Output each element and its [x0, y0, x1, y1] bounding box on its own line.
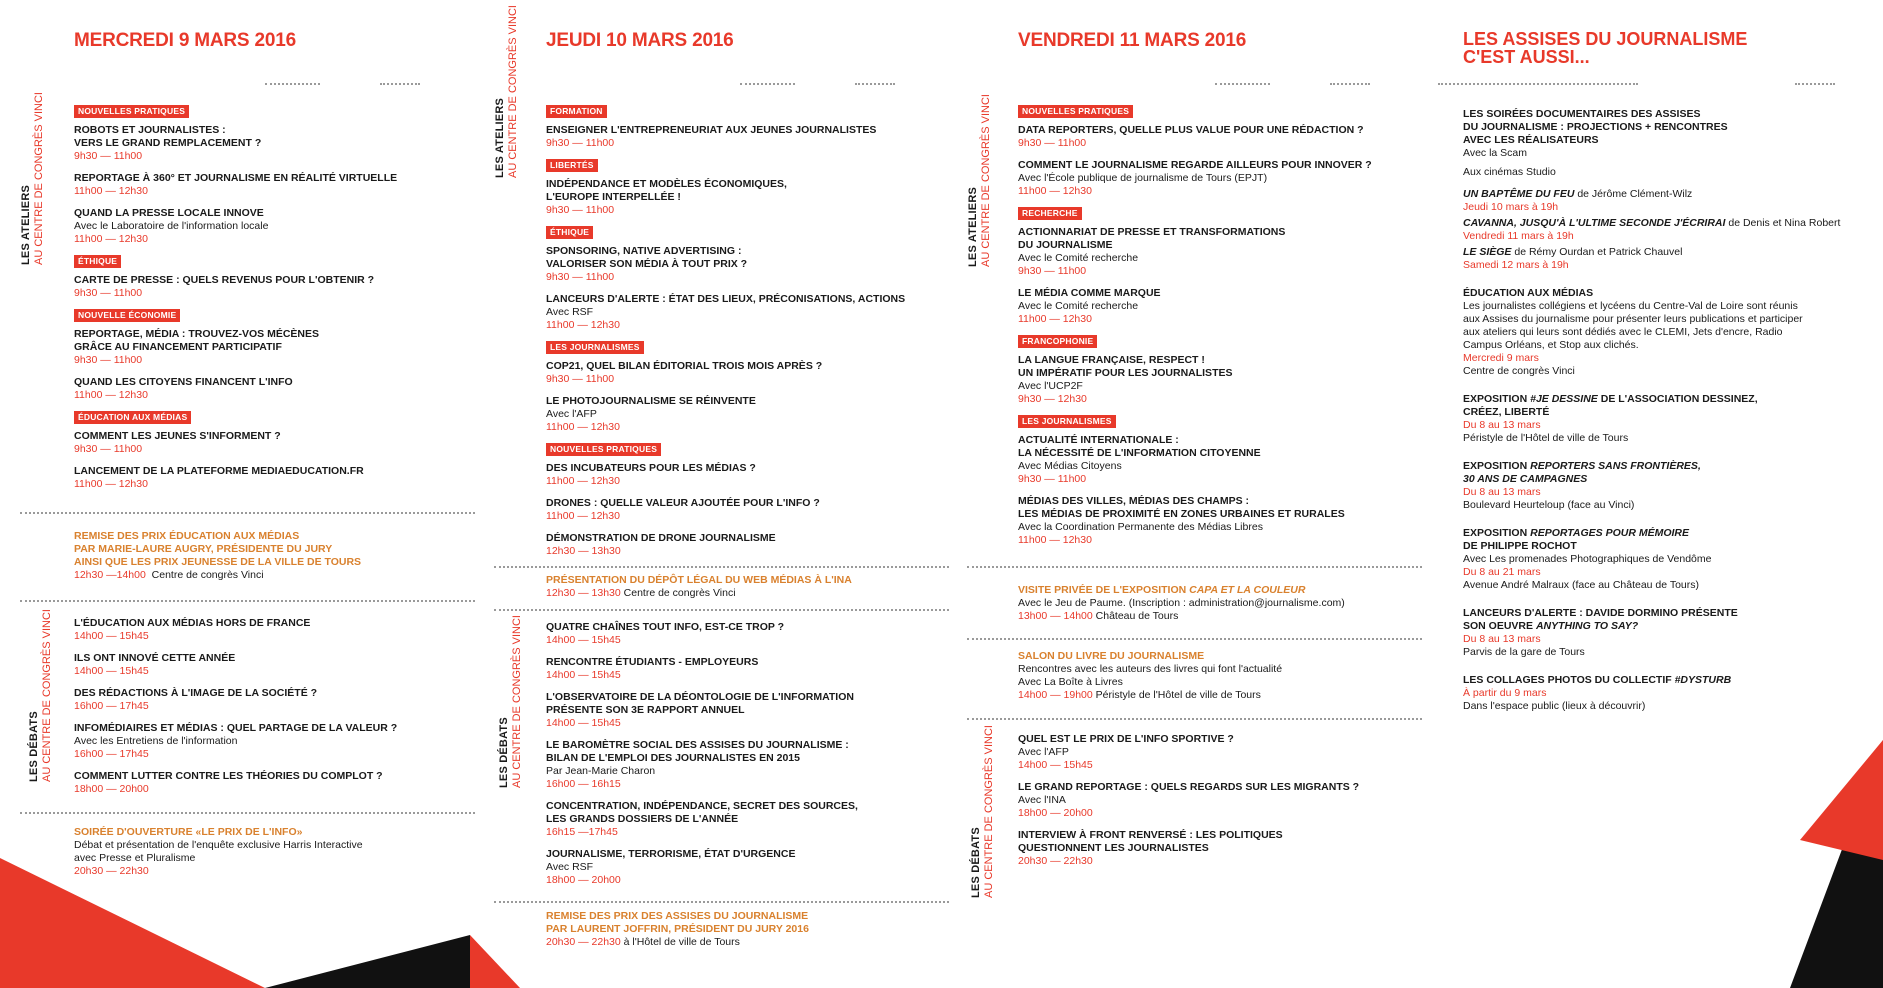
- event-item: [74, 687, 474, 713]
- film-item: [1463, 246, 1873, 272]
- event-item: [74, 124, 454, 163]
- event-title: COP21, QUEL BILAN ÉDITORIAL TROIS MOIS APRÈS ?: [546, 360, 823, 372]
- event-time: 11h00 — 12h30: [546, 319, 620, 331]
- film-line: [1463, 246, 1873, 259]
- event-title: REPORTAGE À 360° ET JOURNALISME EN RÉALITÉ VIRTUELLE: [74, 172, 398, 184]
- dotted-divider: [1330, 83, 1370, 85]
- event-title: L'OBSERVATOIRE DE LA DÉONTOLOGIE DE L'INFORMATION PRÉSENTE SON 3E RAPPORT ANNUEL: [546, 691, 854, 716]
- prix-education-block: [74, 530, 454, 582]
- visite-title-expo: CAPA ET LA COULEUR: [1189, 584, 1306, 596]
- prix-title: REMISE DES PRIX DES ASSISES DU JOURNALISME PAR LAURENT JOFFRIN, PRÉSIDENT DU JURY 2016: [546, 910, 809, 935]
- salon-partner: Avec La Boîte à Livres: [1018, 676, 1123, 688]
- event-item: [546, 497, 936, 523]
- category-tag: ÉTHIQUE: [546, 226, 593, 239]
- debats-label: [28, 609, 54, 782]
- event-time: 14h00 — 15h45: [546, 669, 621, 681]
- event-title: LE BAROMÈTRE SOCIAL DES ASSISES DU JOURNALISME : BILAN DE L'EMPLOI DES JOURNALISTES EN 2015: [546, 739, 849, 764]
- ateliers-label: [494, 5, 520, 178]
- soirees-venue: Aux cinémas Studio: [1463, 166, 1556, 178]
- debats-label: [970, 725, 996, 898]
- label-line: LES DÉBATS: [970, 827, 982, 898]
- title-line-2: C'EST AUSSI...: [1463, 47, 1590, 67]
- event-item: [1018, 495, 1418, 547]
- depot-time-place: [546, 587, 936, 600]
- event-title: QUATRE CHAÎNES TOUT INFO, EST-CE TROP ?: [546, 621, 785, 633]
- film-name: UN BAPTÊME DU FEU: [1463, 188, 1575, 200]
- event-time: 9h30 — 11h00: [74, 287, 143, 299]
- education-text: Les journalistes collégiens et lycéens du Centre-Val de Loire sont réunis aux Assises du journalisme pour présenter leurs publications et participer aux ateliers qui leurs sont dédiés avec le CLEMI, Jets d'encre, Radio Campus Orléans, et Stop aux clichés.: [1463, 300, 1803, 351]
- label-line: AU CENTRE DE CONGRÈS VINCI: [41, 609, 53, 782]
- event-title: INTERVIEW À FRONT RENVERSÉ : LES POLITIQUES QUESTIONNENT LES JOURNALISTES: [1018, 829, 1283, 854]
- category-tag: LES JOURNALISMES: [1018, 415, 1116, 428]
- prix-time-place: [546, 936, 946, 949]
- event-item: [74, 430, 454, 456]
- day-title: VENDREDI 11 MARS 2016: [1018, 30, 1247, 51]
- film-item: [1463, 217, 1873, 243]
- depot-title: PRÉSENTATION DU DÉPÔT LÉGAL DU WEB MÉDIAS À L'INA: [546, 574, 852, 586]
- event-title: LE GRAND REPORTAGE : QUELS REGARDS SUR LES MIGRANTS ?: [1018, 781, 1360, 793]
- aussi-list: [1463, 108, 1873, 722]
- depot-time: 12h30 — 13h30: [546, 587, 621, 599]
- event-title: ENSEIGNER L'ENTREPRENEURIAT AUX JEUNES JOURNALISTES: [546, 124, 877, 136]
- collages-title: [1463, 674, 1873, 687]
- visite-block: [1018, 584, 1418, 623]
- event-item: [546, 245, 936, 284]
- label-line: LES DÉBATS: [28, 711, 40, 782]
- event-title: DÉMONSTRATION DE DRONE JOURNALISME: [546, 532, 776, 544]
- event-title: INDÉPENDANCE ET MODÈLES ÉCONOMIQUES, L'EUROPE INTERPELLÉE !: [546, 178, 787, 203]
- film-date: Jeudi 10 mars à 19h: [1463, 201, 1559, 213]
- expo-prefix: EXPOSITION: [1463, 393, 1531, 405]
- expo-date: Du 8 au 21 mars: [1463, 566, 1541, 578]
- event-time: 9h30 — 11h00: [1018, 265, 1087, 277]
- event-item: [74, 652, 474, 678]
- event-item: [74, 376, 454, 402]
- lanceurs-title: [1463, 607, 1873, 633]
- event-title: MÉDIAS DES VILLES, MÉDIAS DES CHAMPS : LES MÉDIAS DE PROXIMITÉ EN ZONES URBAINES ET RURALES: [1018, 495, 1345, 520]
- ateliers-list: [546, 101, 936, 567]
- event-item: [74, 722, 474, 761]
- visite-title-text: VISITE PRIVÉE DE L'EXPOSITION: [1018, 584, 1190, 596]
- label-line: LES ATELIERS: [967, 186, 979, 267]
- expo-title: [1463, 460, 1873, 486]
- film-director: de Denis et Nina Robert: [1725, 217, 1841, 229]
- category-tag: ÉTHIQUE: [74, 255, 121, 268]
- event-time: 14h00 — 15h45: [546, 634, 621, 646]
- debats-list: [546, 621, 946, 896]
- event-title: JOURNALISME, TERRORISME, ÉTAT D'URGENCE: [546, 848, 796, 860]
- event-item: [74, 617, 474, 643]
- category-tag: FRANCOPHONIE: [1018, 335, 1097, 348]
- event-time: 18h00 — 20h00: [1018, 807, 1093, 819]
- event-title: LANCEMENT DE LA PLATEFORME MEDIAEDUCATION.FR: [74, 465, 364, 477]
- event-title: CARTE DE PRESSE : QUELS REVENUS POUR L'OBTENIR ?: [74, 274, 375, 286]
- event-time: 11h00 — 12h30: [546, 421, 620, 433]
- event-title: QUAND LA PRESSE LOCALE INNOVE: [74, 207, 264, 219]
- dotted-divider: [20, 512, 475, 514]
- event-item: [546, 656, 946, 682]
- soiree-partner: avec Presse et Pluralisme: [74, 852, 196, 864]
- event-partner: Avec l'AFP: [1018, 746, 1069, 758]
- event-title: LANCEURS D'ALERTE : ÉTAT DES LIEUX, PRÉCONISATIONS, ACTIONS: [546, 293, 906, 305]
- expo-partner: Avec Les promenades Photographiques de Vendôme: [1463, 553, 1712, 565]
- event-item: [546, 848, 946, 887]
- event-time: 11h00 — 12h30: [74, 233, 148, 245]
- category-tag: NOUVELLES PRATIQUES: [74, 105, 189, 118]
- event-item: [1018, 287, 1418, 326]
- salon-description: Rencontres avec les auteurs des livres qui font l'actualité: [1018, 663, 1283, 675]
- title-line-1: LES ASSISES DU JOURNALISME: [1463, 29, 1748, 49]
- dotted-divider: [967, 566, 1422, 568]
- collages-place: Dans l'espace public (lieux à découvrir): [1463, 700, 1646, 712]
- event-time: 9h30 — 11h00: [74, 150, 143, 162]
- film-name: LE SIÈGE: [1463, 246, 1512, 258]
- dotted-divider: [494, 901, 949, 903]
- event-time: 9h30 — 11h00: [74, 354, 143, 366]
- visite-time-place: [1018, 610, 1418, 623]
- expo-suffix: DE PHILIPPE ROCHOT: [1463, 540, 1577, 552]
- event-time: 9h30 — 11h00: [546, 204, 615, 216]
- visite-place: Château de Tours: [1095, 610, 1179, 622]
- event-title: L'ÉDUCATION AUX MÉDIAS HORS DE FRANCE: [74, 617, 311, 629]
- prix-time: 12h30 —14h00: [74, 569, 146, 581]
- event-time: 9h30 — 11h00: [546, 271, 615, 283]
- soirees-partner: Avec la Scam: [1463, 147, 1527, 159]
- film-director: de Rémy Ourdan et Patrick Chauvel: [1511, 246, 1683, 258]
- day-title: MERCREDI 9 MARS 2016: [74, 30, 296, 51]
- event-title: CONCENTRATION, INDÉPENDANCE, SECRET DES SOURCES, LES GRANDS DOSSIERS DE L'ANNÉE: [546, 800, 858, 825]
- event-title: QUEL EST LE PRIX DE L'INFO SPORTIVE ?: [1018, 733, 1234, 745]
- prix-time-place: [74, 569, 454, 582]
- soirees-documentaires: [1463, 108, 1873, 179]
- event-item: [1018, 733, 1418, 772]
- event-item: [546, 360, 936, 386]
- event-item: [1018, 354, 1418, 406]
- salon-time-place: [1018, 689, 1418, 702]
- event-time: 11h00 — 12h30: [74, 185, 148, 197]
- education-place: Centre de congrès Vinci: [1463, 365, 1575, 377]
- event-item: [74, 207, 454, 246]
- event-time: 9h30 — 11h00: [1018, 137, 1087, 149]
- event-item: [546, 532, 936, 558]
- depot-legal-block: [546, 574, 936, 600]
- collages-prefix: LES COLLAGES PHOTOS DU COLLECTIF: [1463, 674, 1675, 686]
- debats-list: [74, 617, 474, 805]
- debats-list: [1018, 733, 1418, 877]
- event-item: [546, 800, 946, 839]
- label-line: AU CENTRE DE CONGRÈS VINCI: [983, 725, 995, 898]
- event-partner: Avec l'INA: [1018, 794, 1066, 806]
- expo-date: Du 8 au 13 mars: [1463, 486, 1541, 498]
- dotted-divider: [20, 812, 475, 814]
- education-title: ÉDUCATION AUX MÉDIAS: [1463, 287, 1594, 299]
- event-item: [1018, 124, 1418, 150]
- event-partner: Avec le Comité recherche: [1018, 252, 1139, 264]
- dotted-divider: [494, 609, 949, 611]
- event-time: 9h30 — 11h00: [546, 373, 615, 385]
- event-title: COMMENT LE JOURNALISME REGARDE AILLEURS POUR INNOVER ?: [1018, 159, 1372, 171]
- event-partner: Par Jean-Marie Charon: [546, 765, 656, 777]
- dotted-divider: [494, 566, 949, 568]
- event-partner: Avec RSF: [546, 306, 594, 318]
- event-title: REPORTAGE, MÉDIA : TROUVEZ-VOS MÉCÈNES GRÂCE AU FINANCEMENT PARTICIPATIF: [74, 328, 320, 353]
- event-item: [1018, 829, 1418, 868]
- event-partner: Avec les Entretiens de l'information: [74, 735, 238, 747]
- expo-prefix: EXPOSITION: [1463, 527, 1531, 539]
- event-time: 9h30 — 11h00: [74, 443, 143, 455]
- event-item: [546, 293, 936, 332]
- dotted-divider: [1215, 83, 1270, 85]
- expo-suffix: DE L'ASSOCIATION DESSINEZ, CRÉEZ, LIBERTÉ: [1463, 393, 1758, 418]
- category-tag: LIBERTÉS: [546, 159, 598, 172]
- expo-title: [1463, 527, 1873, 553]
- soirees-title: LES SOIRÉES DOCUMENTAIRES DES ASSISES DU JOURNALISME : PROJECTIONS + RENCONTRES AVEC LES RÉALISATEURS: [1463, 108, 1728, 146]
- film-name: CAVANNA, JUSQU'À L'ULTIME SECONDE J'ÉCRIRAI: [1463, 217, 1726, 229]
- event-time: 11h00 — 12h30: [546, 510, 620, 522]
- event-item: [74, 274, 454, 300]
- expo-item: [1463, 460, 1873, 512]
- event-item: [74, 172, 454, 198]
- salon-title: SALON DU LIVRE DU JOURNALISME: [1018, 650, 1205, 662]
- education-item: [1463, 287, 1873, 378]
- label-line: AU CENTRE DE CONGRÈS VINCI: [33, 92, 45, 265]
- event-title: DATA REPORTERS, QUELLE PLUS VALUE POUR UNE RÉDACTION ?: [1018, 124, 1364, 136]
- dotted-divider: [855, 83, 895, 85]
- education-date: Mercredi 9 mars: [1463, 352, 1539, 364]
- expo-date: Du 8 au 13 mars: [1463, 419, 1541, 431]
- event-partner: Avec RSF: [546, 861, 594, 873]
- prix-place: à l'Hôtel de ville de Tours: [623, 936, 740, 948]
- event-time: 14h00 — 15h45: [74, 630, 149, 642]
- event-title: DRONES : QUELLE VALEUR AJOUTÉE POUR L'INFO ?: [546, 497, 820, 509]
- expo-prefix: EXPOSITION: [1463, 460, 1531, 472]
- event-title: LE PHOTOJOURNALISME SE RÉINVENTE: [546, 395, 756, 407]
- event-partner: Avec la Coordination Permanente des Médias Libres: [1018, 521, 1263, 533]
- expo-item: [1463, 527, 1873, 592]
- event-partner: Avec l'UCP2F: [1018, 380, 1083, 392]
- event-item: [74, 465, 454, 491]
- event-time: 11h00 — 12h30: [546, 475, 620, 487]
- event-title: LE MÉDIA COMME MARQUE: [1018, 287, 1161, 299]
- event-title: INFOMÉDIAIRES ET MÉDIAS : QUEL PARTAGE DE LA VALEUR ?: [74, 722, 398, 734]
- expo-place: Péristyle de l'Hôtel de ville de Tours: [1463, 432, 1629, 444]
- lanceurs-prefix: LANCEURS D'ALERTE : DAVIDE DORMINO PRÉSENTE SON OEUVRE: [1463, 607, 1738, 632]
- category-tag: ÉDUCATION AUX MÉDIAS: [74, 411, 191, 424]
- event-item: [546, 395, 936, 434]
- expo-item: [1463, 393, 1873, 445]
- salon-block: [1018, 650, 1418, 702]
- day-title: JEUDI 10 MARS 2016: [546, 30, 734, 51]
- prix-title: REMISE DES PRIX ÉDUCATION AUX MÉDIAS PAR MARIE-LAURE AUGRY, PRÉSIDENTE DU JURY AINSI QUE LES PRIX JEUNESSE DE LA VILLE DE TOURS: [74, 530, 362, 568]
- event-time: 16h15 —17h45: [546, 826, 618, 838]
- label-line: AU CENTRE DE CONGRÈS VINCI: [507, 5, 519, 178]
- event-item: [546, 124, 936, 150]
- salon-place: Péristyle de l'Hôtel de ville de Tours: [1095, 689, 1261, 701]
- collages-name: #DYSTURB: [1674, 674, 1732, 686]
- event-title: RENCONTRE ÉTUDIANTS - EMPLOYEURS: [546, 656, 759, 668]
- dotted-divider: [967, 638, 1422, 640]
- collages-date: À partir du 9 mars: [1463, 687, 1547, 699]
- event-title: DES RÉDACTIONS À L'IMAGE DE LA SOCIÉTÉ ?: [74, 687, 318, 699]
- event-title: ACTIONNARIAT DE PRESSE ET TRANSFORMATIONS DU JOURNALISME: [1018, 226, 1286, 251]
- dotted-divider: [1795, 83, 1835, 85]
- label-line: LES DÉBATS: [498, 717, 510, 788]
- expo-place: Avenue André Malraux (face au Château de Tours): [1463, 579, 1700, 591]
- event-item: [1018, 781, 1418, 820]
- event-item: [546, 462, 936, 488]
- soiree-title: SOIRÉE D'OUVERTURE «LE PRIX DE L'INFO»: [74, 826, 303, 838]
- label-line: AU CENTRE DE CONGRÈS VINCI: [511, 615, 523, 788]
- prix-place: Centre de congrès Vinci: [151, 569, 264, 581]
- event-title: DES INCUBATEURS POUR LES MÉDIAS ?: [546, 462, 756, 474]
- prix-assises-block: [546, 910, 946, 949]
- event-item: [1018, 434, 1418, 486]
- event-time: 16h00 — 17h45: [74, 700, 149, 712]
- category-tag: NOUVELLE ÉCONOMIE: [74, 309, 180, 322]
- event-time: 20h30 — 22h30: [1018, 855, 1093, 867]
- ateliers-label: [967, 94, 993, 267]
- event-partner: Avec l'École publique de journalisme de Tours (EPJT): [1018, 172, 1268, 184]
- event-item: [546, 178, 936, 217]
- event-item: [74, 770, 474, 796]
- event-item: [546, 739, 946, 791]
- visite-time: 13h00 — 14h00: [1018, 610, 1093, 622]
- expo-name: #JE DESSINE: [1530, 393, 1598, 405]
- film-date: Samedi 12 mars à 19h: [1463, 259, 1569, 271]
- category-tag: RECHERCHE: [1018, 207, 1082, 220]
- visite-partner: Avec le Jeu de Paume. (Inscription : administration@journalisme.com): [1018, 597, 1345, 609]
- event-title: ROBOTS ET JOURNALISTES : VERS LE GRAND REMPLACEMENT ?: [74, 124, 262, 149]
- event-time: 14h00 — 15h45: [74, 665, 149, 677]
- expo-name: REPORTERS SANS FRONTIÈRES, 30 ANS DE CAMPAGNES: [1463, 460, 1701, 485]
- prix-time: 20h30 — 22h30: [546, 936, 621, 948]
- event-title: SPONSORING, NATIVE ADVERTISING : VALORISER SON MÉDIA À TOUT PRIX ?: [546, 245, 748, 270]
- ateliers-list: [1018, 101, 1418, 556]
- event-title: QUAND LES CITOYENS FINANCENT L'INFO: [74, 376, 293, 388]
- film-date: Vendredi 11 mars à 19h: [1463, 230, 1574, 242]
- event-item: [1018, 226, 1418, 278]
- event-title: LA LANGUE FRANÇAISE, RESPECT ! UN IMPÉRATIF POUR LES JOURNALISTES: [1018, 354, 1233, 379]
- label-line: LES ATELIERS: [20, 184, 32, 265]
- lanceurs-place: Parvis de la gare de Tours: [1463, 646, 1585, 658]
- event-time: 11h00 — 12h30: [1018, 534, 1092, 546]
- event-time: 11h00 — 12h30: [74, 478, 148, 490]
- ateliers-list: [74, 101, 454, 500]
- event-title: COMMENT LUTTER CONTRE LES THÉORIES DU COMPLOT ?: [74, 770, 383, 782]
- section-title: [1463, 30, 1747, 66]
- film-item: [1463, 188, 1873, 214]
- soiree-ouverture-block: [74, 826, 474, 878]
- event-partner: Avec le Laboratoire de l'information locale: [74, 220, 269, 232]
- event-time: 11h00 — 12h30: [1018, 313, 1092, 325]
- label-line: AU CENTRE DE CONGRÈS VINCI: [980, 94, 992, 267]
- lanceurs-work: ANYTHING TO SAY?: [1535, 620, 1639, 632]
- event-title: ILS ONT INNOVÉ CETTE ANNÉE: [74, 652, 236, 664]
- collages-item: [1463, 674, 1873, 713]
- event-time: 9h30 — 12h30: [1018, 393, 1087, 405]
- label-line: LES ATELIERS: [494, 97, 506, 178]
- event-partner: Avec Médias Citoyens: [1018, 460, 1122, 472]
- dotted-divider: [20, 600, 475, 602]
- event-time: 16h00 — 16h15: [546, 778, 621, 790]
- film-director: de Jérôme Clément-Wilz: [1574, 188, 1693, 200]
- event-time: 12h30 — 13h30: [546, 545, 621, 557]
- event-time: 14h00 — 15h45: [546, 717, 621, 729]
- event-time: 11h00 — 12h30: [74, 389, 148, 401]
- film-line: [1463, 188, 1873, 201]
- expo-title: [1463, 393, 1873, 419]
- event-time: 14h00 — 15h45: [1018, 759, 1093, 771]
- soiree-description: Débat et présentation de l'enquête exclusive Harris Interactive: [74, 839, 363, 851]
- event-partner: Avec l'AFP: [546, 408, 597, 420]
- category-tag: NOUVELLES PRATIQUES: [1018, 105, 1133, 118]
- event-time: 18h00 — 20h00: [546, 874, 621, 886]
- dotted-divider: [380, 83, 420, 85]
- lanceurs-item: [1463, 607, 1873, 659]
- event-time: 18h00 — 20h00: [74, 783, 149, 795]
- event-item: [74, 328, 454, 367]
- category-tag: FORMATION: [546, 105, 607, 118]
- expo-place: Boulevard Heurteloup (face au Vinci): [1463, 499, 1635, 511]
- dotted-divider: [967, 718, 1422, 720]
- dotted-divider: [265, 83, 320, 85]
- category-tag: LES JOURNALISMES: [546, 341, 644, 354]
- event-item: [546, 691, 946, 730]
- salon-time: 14h00 — 19h00: [1018, 689, 1093, 701]
- event-item: [1018, 159, 1418, 198]
- ateliers-label: [20, 92, 46, 265]
- film-line: [1463, 217, 1873, 230]
- event-title: ACTUALITÉ INTERNATIONALE : LA NÉCESSITÉ DE L'INFORMATION CITOYENNE: [1018, 434, 1261, 459]
- event-time: 9h30 — 11h00: [546, 137, 615, 149]
- event-partner: Avec le Comité recherche: [1018, 300, 1139, 312]
- debats-label: [498, 615, 524, 788]
- depot-place: Centre de congrès Vinci: [623, 587, 736, 599]
- category-tag: NOUVELLES PRATIQUES: [546, 443, 661, 456]
- soiree-time: 20h30 — 22h30: [74, 865, 149, 877]
- dotted-divider: [740, 83, 795, 85]
- visite-title: [1018, 584, 1418, 597]
- expo-name: REPORTAGES POUR MÉMOIRE: [1530, 527, 1689, 539]
- dotted-divider: [1438, 83, 1638, 85]
- event-time: 16h00 — 17h45: [74, 748, 149, 760]
- event-time: 9h30 — 11h00: [1018, 473, 1087, 485]
- event-title: COMMENT LES JEUNES S'INFORMENT ?: [74, 430, 281, 442]
- lanceurs-date: Du 8 au 13 mars: [1463, 633, 1541, 645]
- event-item: [546, 621, 946, 647]
- event-time: 11h00 — 12h30: [1018, 185, 1092, 197]
